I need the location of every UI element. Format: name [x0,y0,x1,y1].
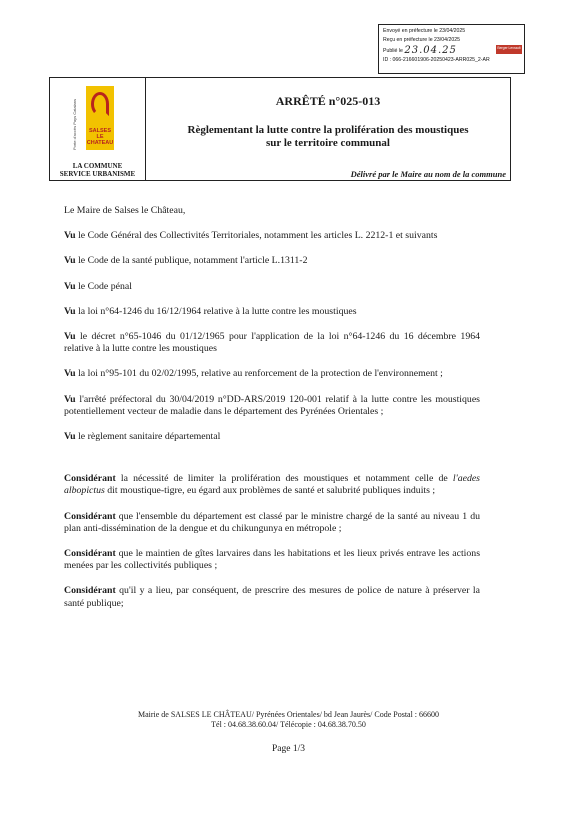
vu-keyword: Vu [64,331,76,343]
stamp-published-label: Publié le [383,48,403,54]
vu-keyword: Vu [64,431,76,443]
stamp-sent: Envoyé en préfecture le 23/04/2025 [383,28,466,34]
intro-text: Le Maire de Salses le Château, [64,205,186,216]
vu-text: l'arrêté préfectoral du 30/04/2019 n°DD-ARS/2019 120-001 relatif à la lutte contre les moustiques potentiellement vecteur de maladie dans le département des Pyrénées Orientales ; [64,393,480,417]
vu-keyword: Vu [64,230,76,242]
considerant-text: qu'il y a lieu, par conséquent, de prescrire des mesures de police de nature à préserver la santé publique; [64,585,480,609]
considerant-keyword: Considérant [64,585,116,597]
vu-keyword: Vu [64,393,76,405]
vu-item [64,394,480,418]
delivered-by: Délivré par le Maire au nom de la commune [350,169,506,179]
vu-keyword: Vu [64,280,76,292]
vu-item [64,230,480,242]
considerant-keyword: Considérant [64,473,116,485]
stamp-published-date: 23.04.25 [404,45,457,56]
commune-line1: LA COMMUNE [72,162,123,170]
vu-keyword: Vu [64,255,76,267]
document-body [64,205,480,610]
considerant-text-cont: dit moustique-tigre, eu égard aux problèmes de santé et salubrité publiques induits ; [107,485,436,497]
vu-text: le Code pénal [78,280,132,292]
vu-item [64,431,480,443]
species-name: l'aedes albopictus [64,473,480,497]
logo-swirl-icon [91,92,109,116]
page-footer [0,710,577,730]
considerant-keyword: Considérant [64,510,116,522]
commune-logo-block [50,78,145,182]
vu-keyword: Vu [64,368,76,380]
considerant-text: que le maintien de gîtes larvaires dans les habitations et les lieux privés entrave les actions menées par les collectivités publiques ; [64,548,481,572]
vu-text: le décret n°65-1046 du 01/12/1965 pour l'application de la loi n°64-1246 du 16 décembre 1964 relative à la lutte contre les moustiques [64,331,481,355]
logo-vertical-text: Porte d'accès Pays Catalans [72,98,77,150]
page-number: Page 1/3 [272,744,305,754]
considerant-item [64,473,480,497]
vu-item [64,306,480,318]
commune-line2: SERVICE URBANISME [59,170,136,178]
considerant-item [64,548,480,572]
vu-item [64,255,480,267]
considerant-keyword: Considérant [64,548,116,560]
vu-item [64,368,480,380]
vu-text: le Code de la santé publique, notamment l'article L.1311-2 [78,255,308,267]
stamp-id: ID : 066-216601906-20250423-ARR025_2-AR [383,57,490,63]
document-header [49,77,511,181]
berger-levrault-tag: Berger Levrault [496,45,522,54]
vu-text: la loi n°95-101 du 02/02/1995, relative au renforcement de la protection de l'environnement ; [78,368,443,380]
subject-line2: sur le territoire communal [266,137,390,149]
vu-item [64,331,480,355]
vu-keyword: Vu [64,305,76,317]
stamp-received: Reçu en préfecture le 23/04/2025 [383,37,461,43]
footer-address: Mairie de SALSES LE CHÂTEAU/ Pyrénées Orientales/ bd Jean Jaurès/ Code Postal : 66600 [137,710,440,719]
arrete-subject [146,124,510,150]
prefecture-stamp [378,24,525,74]
considerant-text: que l'ensemble du département est classé par le ministre chargé de la santé au niveau 1 du plan anti-dissémination de la dengue et du chikungunya en métropole ; [64,510,480,534]
logo-text: SALSES LE CHATEAU [86,128,114,146]
vu-text: le Code Général des Collectivités Territoriales, notamment les articles L. 2212-1 et suivants [78,230,438,242]
vu-text: le règlement sanitaire départemental [78,431,221,443]
footer-phone: Tél : 04.68.38.60.04/ Télécopie : 04.68.38.70.50 [211,720,366,729]
vu-item [64,281,480,293]
commune-label [50,162,145,178]
considerant-text: la nécessité de limiter la prolifération des moustiques et notamment celle de [120,473,448,485]
arrete-title: ARRÊTÉ n°025-013 [275,94,381,108]
subject-line1: Règlementant la lutte contre la prolifération des moustiques [187,124,469,136]
considerant-item [64,511,480,535]
considerant-item [64,585,480,609]
vu-text: la loi n°64-1246 du 16/12/1964 relative à la lutte contre les moustiques [78,305,357,317]
salses-logo-icon [86,86,114,150]
title-block [146,78,510,182]
